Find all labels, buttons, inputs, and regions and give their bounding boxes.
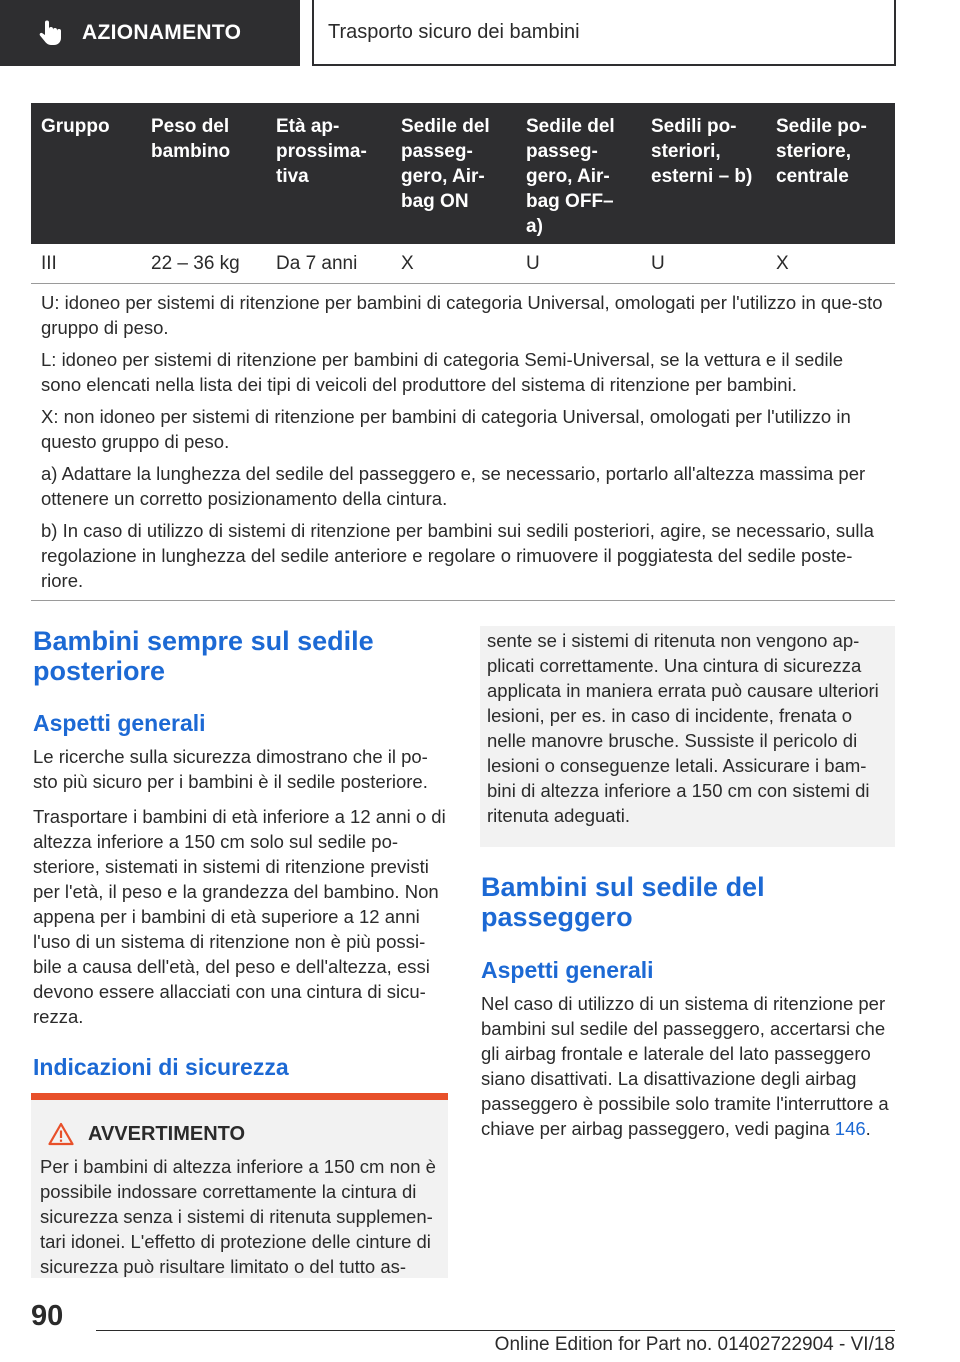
header-section-tab [0, 0, 300, 66]
table-cell: U [651, 252, 665, 274]
footer-edition: Online Edition for Part no. 01402722904 - VI/18 [494, 1334, 895, 1355]
table-footnotes [31, 290, 895, 601]
warning-triangle-icon [48, 1122, 74, 1146]
table-header-cell: Peso del bambino [151, 116, 231, 162]
table-header-cell: Età ap- prossima- tiva [276, 116, 367, 187]
table-cell: 22 – 36 kg [151, 252, 240, 274]
paragraph-transport: Trasportare i bambini di età inferiore a 12 anni o di altezza inferiore a 150 cm solo sul sedile po-steriore, sistemati in sistemi di ritenzione previsti per l'età, il peso e la grandezza del bambino. Non appena per i bambini di età superiore a 12 anni l'uso di un sistema di ritenzione non è più possi-bile a causa dell'età, del peso e dell'altezza, essi devono essere allacciati con una cintura di sicu-rezza. [33, 806, 446, 1027]
footer-divider [96, 1330, 895, 1331]
warning-text: Per i bambini di altezza inferiore a 150 cm non è possibile indossare correttamente la cintura di sicurezza senza i sistemi di ritenuta supplemen-tari idonei. L'effetto di protezione delle cinture di sicurezza può risultare limitato o del tutto as- [40, 1156, 436, 1277]
warning-continuation-text: sente se i sistemi di ritenuta non vengono ap-plicati correttamente. Una cintura di sicurezza applicata in maniera errata può causare ulteriori lesioni, per es. in caso di incidente, frenata o nelle manovre brusche. Sussiste il pericolo di lesioni o conseguenze letali. Assicurare i bam-bini di altezza inferiore a 150 cm con sistemi di ritenuta adeguati. [487, 630, 879, 826]
child-seat-table [31, 103, 895, 284]
table-cell: III [41, 252, 57, 274]
table-header-cell: Gruppo [41, 116, 110, 137]
table-header-cell: Sedile po- steriore, centrale [776, 116, 867, 187]
footnote-l: L: idoneo per sistemi di ritenzione per bambini di categoria Semi-Universal, se la vettura e il sedile sono elencati nella lista dei tipi di veicoli del produttore del sistema di ritenzione per bambini. [41, 349, 844, 395]
footnote-a: a) Adattare la lunghezza del sedile del passeggero e, se necessario, portarlo all'altezza massima per ottenere un corretto posizionamento della cintura. [41, 463, 866, 509]
warning-box [31, 1093, 448, 1278]
table-cell: X [776, 252, 789, 274]
paragraph-research: Le ricerche sulla sicurezza dimostrano che il po-sto più sicuro per i bambini è il sedile posteriore. [33, 746, 428, 792]
page-reference-link[interactable]: 146 [834, 1118, 866, 1139]
table-header-cell: Sedile del passeg- gero, Air- bag OFF– a) [526, 116, 615, 237]
footnote-u: U: idoneo per sistemi di ritenzione per bambini di categoria Universal, omologati per l'utilizzo in que-sto gruppo di peso. [41, 292, 883, 338]
paragraph-passenger-airbag: Nel caso di utilizzo di un sistema di ritenzione per bambini sul sedile del passeggero, accertarsi che gli airbag frontale e laterale del lato passeggero siano disattivati. La disattivazione degli airbag passeggero è possibile solo tramite l'interruttore a chiave per airbag passeggero, vedi pagina 146. [481, 993, 889, 1139]
footnote-x: X: non idoneo per sistemi di ritenzione per bambini di categoria Universal, omologati per l'utilizzo in questo gruppo di peso. [41, 406, 851, 452]
subheading-general-aspects: Aspetti generali [33, 710, 206, 736]
table-row [31, 244, 895, 284]
section-title: AZIONAMENTO [82, 21, 242, 44]
page-title: Trasporto sicuro dei bambini [328, 20, 580, 43]
heading-passenger-seat: Bambini sul sedile del passeggero [481, 872, 765, 932]
footnote-b: b) In caso di utilizzo di sistemi di ritenzione per bambini sui sedili posteriori, agire, se necessario, sulla regolazione in lunghezza del sedile anteriore e regolare o rimuovere il poggiatesta del sedile poste-riore. [41, 520, 874, 591]
table-header-cell: Sedili po- steriori, esterni – b) [651, 116, 753, 187]
header-page-title-box [312, 0, 896, 66]
warning-title: AVVERTIMENTO [88, 1122, 246, 1145]
warning-header [48, 1122, 440, 1146]
table-cell: X [401, 252, 414, 274]
page-number: 90 [31, 1300, 64, 1332]
warning-continuation-box [480, 626, 895, 847]
subheading-general-aspects-passenger: Aspetti generali [481, 957, 654, 983]
table-cell: Da 7 anni [276, 252, 358, 274]
table-header-cell: Sedile del passeg- gero, Air- bag ON [401, 116, 490, 212]
table-header-row [31, 103, 895, 244]
subheading-safety-notes: Indicazioni di sicurezza [33, 1054, 289, 1080]
heading-rear-seat: Bambini sempre sul sedile posteriore [33, 626, 374, 686]
table-cell: U [526, 252, 540, 274]
hand-pointer-icon [36, 18, 66, 48]
